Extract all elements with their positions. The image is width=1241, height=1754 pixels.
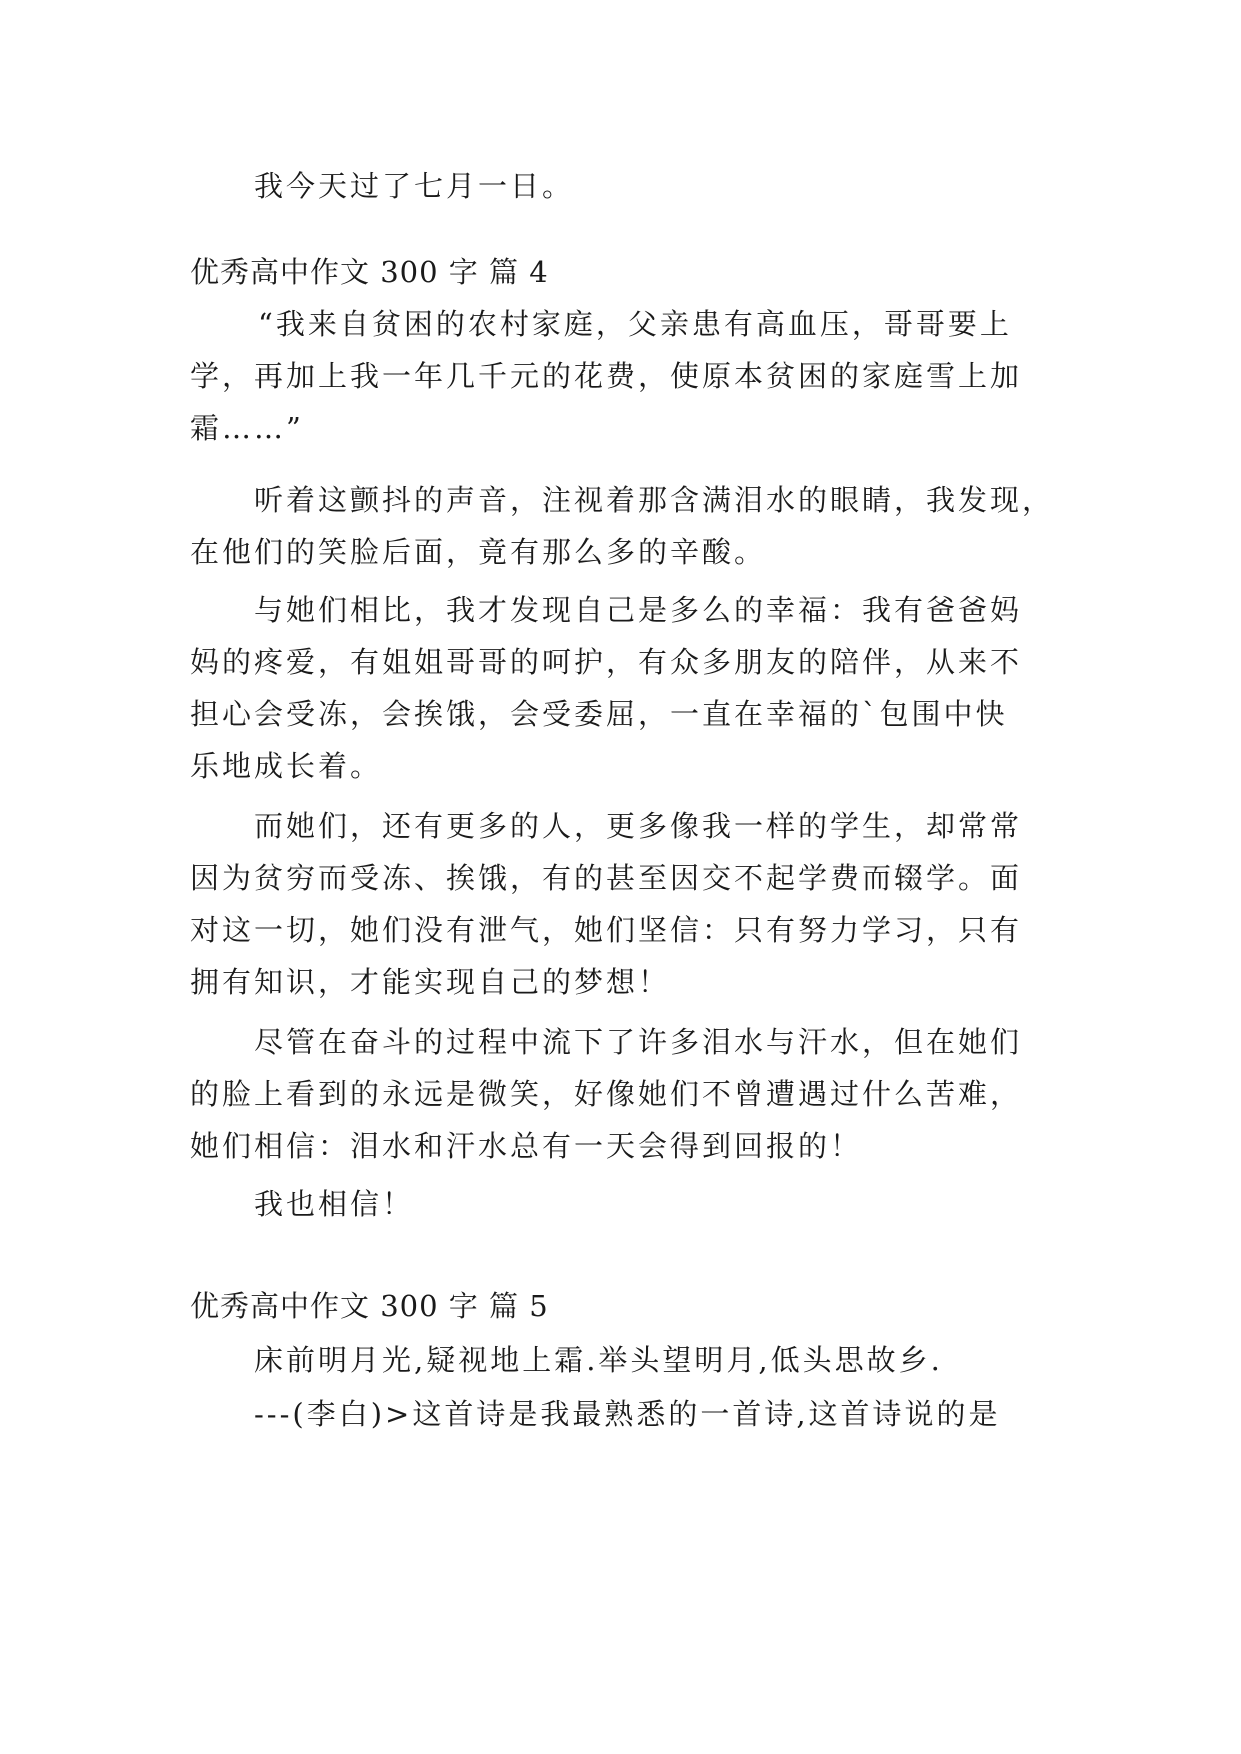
paragraph-line: 我今天过了七月一日。	[254, 169, 575, 203]
paragraph-line: 床前明月光,疑视地上霜.举头望明月,低头思故乡.	[254, 1343, 943, 1377]
section-heading: 优秀高中作文 300 字 篇 4	[190, 255, 549, 289]
paragraph-line: 学，再加上我一年几千元的花费，使原本贫困的家庭雪上加	[190, 359, 1023, 393]
paragraph-line: “我来自贫困的农村家庭，父亲患有高血压，哥哥要上	[258, 307, 1012, 341]
paragraph-line: 拥有知识，才能实现自己的梦想！	[190, 965, 671, 999]
paragraph-line: 对这一切，她们没有泄气，她们坚信：只有努力学习，只有	[190, 913, 1023, 947]
paragraph-line: 我也相信！	[254, 1187, 415, 1221]
paragraph-line: 听着这颤抖的声音，注视着那含满泪水的眼睛，我发现，	[254, 483, 1055, 517]
paragraph-line: 与她们相比，我才发现自己是多么的幸福：我有爸爸妈	[254, 593, 1023, 627]
paragraph-line: 乐地成长着。	[190, 749, 383, 783]
paragraph-line: 担心会受冻，会挨饿，会受委屈，一直在幸福的`包围中快	[190, 697, 1008, 731]
paragraph-line: 的脸上看到的永远是微笑，好像她们不曾遭遇过什么苦难，	[190, 1077, 1023, 1111]
section-heading: 优秀高中作文 300 字 篇 5	[190, 1289, 549, 1323]
paragraph-line: 因为贫穷而受冻、挨饿，有的甚至因交不起学费而辍学。面	[190, 861, 1023, 895]
paragraph-line: ---(李白)>这首诗是我最熟悉的一首诗,这首诗说的是	[254, 1397, 1001, 1431]
paragraph-line: 而她们，还有更多的人，更多像我一样的学生，却常常	[254, 809, 1023, 843]
paragraph-line: 在他们的笑脸后面，竟有那么多的辛酸。	[190, 535, 767, 569]
paragraph-line: 妈的疼爱，有姐姐哥哥的呵护，有众多朋友的陪伴，从来不	[190, 645, 1023, 679]
paragraph-line: 尽管在奋斗的过程中流下了许多泪水与汗水，但在她们	[254, 1025, 1023, 1059]
paragraph-line: 霜……”	[190, 411, 304, 445]
paragraph-line: 她们相信：泪水和汗水总有一天会得到回报的！	[190, 1129, 863, 1163]
